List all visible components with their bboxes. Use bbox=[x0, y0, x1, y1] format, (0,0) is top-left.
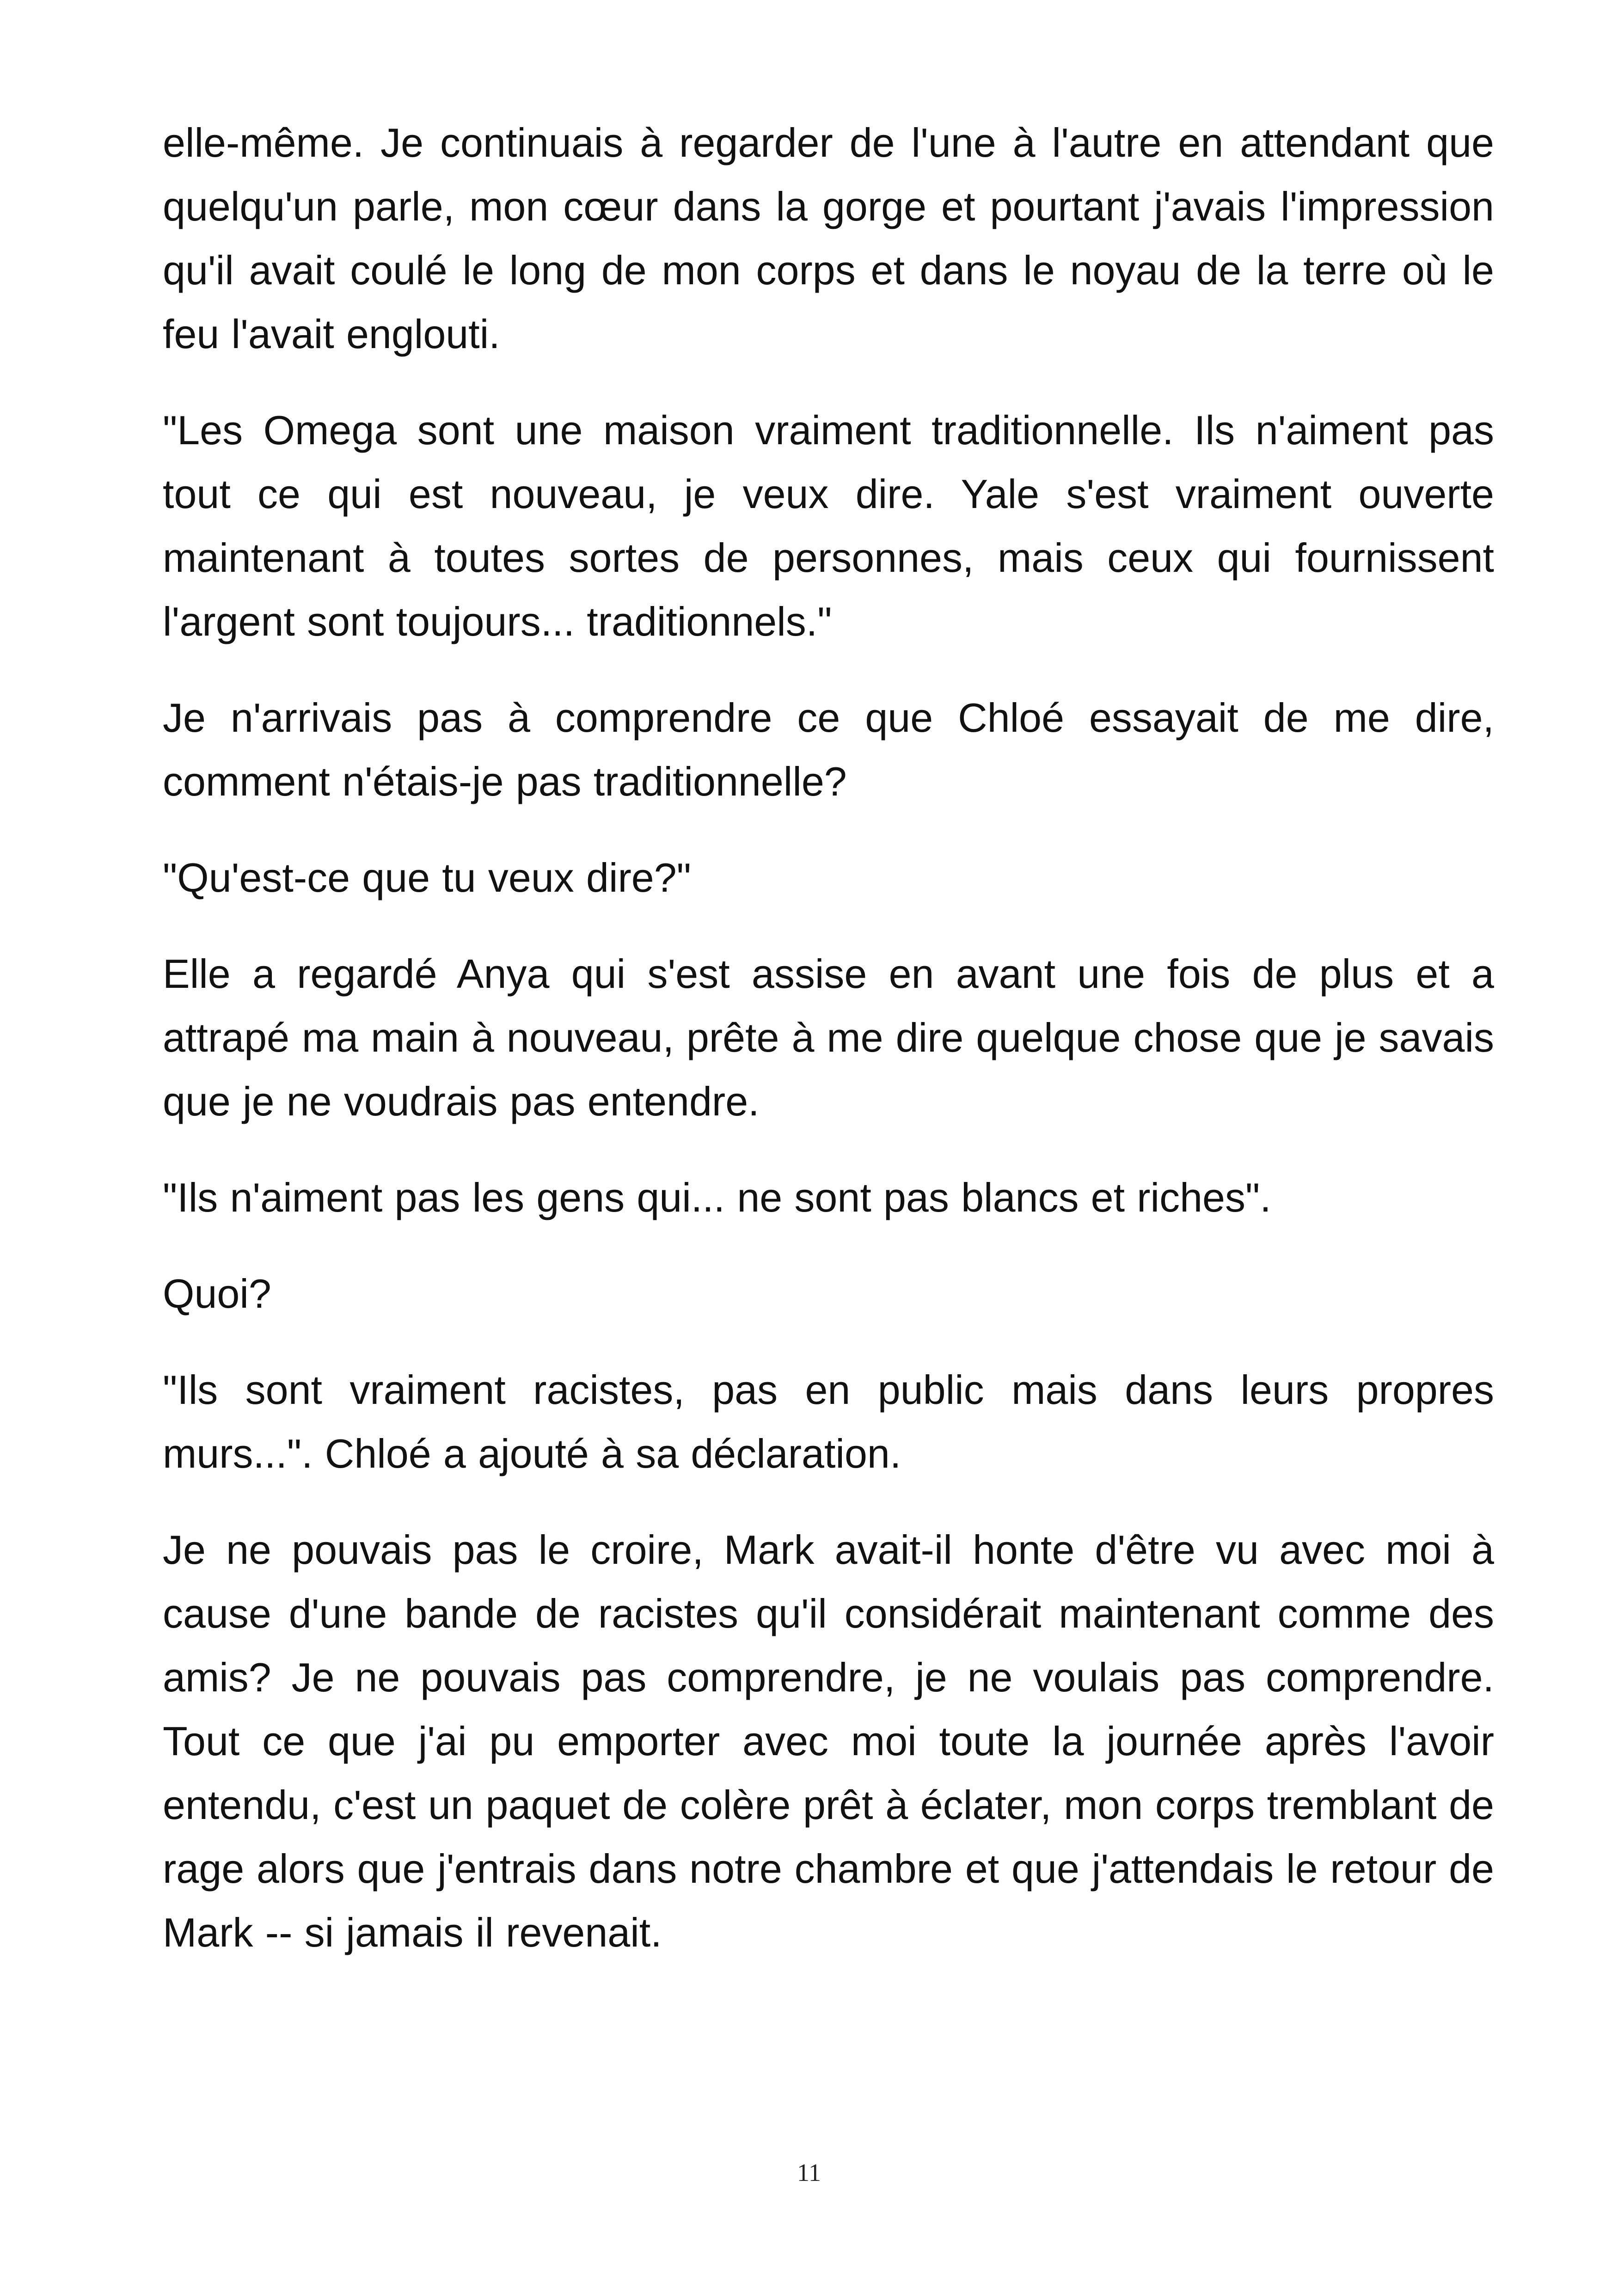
paragraph-2: "Les Omega sont une maison vraiment traditionnelle. Ils n'aiment pas tout ce qui est nouveau, je veux dire. Yale s'est vraiment ouverte maintenant à toutes sortes de personnes, mais ceux qui fournissent l'argent sont toujours... traditionnels." bbox=[163, 407, 1494, 644]
paragraph-4: "Qu'est-ce que tu veux dire?" bbox=[163, 855, 691, 900]
paragraph-3: Je n'arrivais pas à comprendre ce que Chloé essayait de me dire, comment n'étais-je pas traditionnelle? bbox=[163, 695, 1494, 804]
paragraph-1: elle-même. Je continuais à regarder de l'une à l'autre en attendant que quelqu'un parle, mon cœur dans la gorge et pourtant j'avais l'impression qu'il avait coulé le long de mon corps et dans le noyau de la terre où le feu l'avait englouti. bbox=[163, 120, 1494, 357]
paragraph-9: Je ne pouvais pas le croire, Mark avait-il honte d'être vu avec moi à cause d'une bande de racistes qu'il considérait maintenant comme des amis? Je ne pouvais pas comprendre, je ne voulais pas comprendre. Tout ce que j'ai pu emporter avec moi toute la journée après l'avoir entendu, c'est un paquet de colère prêt à éclater, mon corps tremblant de rage alors que j'entrais dans notre chambre et que j'attendais le retour de Mark -- si jamais il revenait. bbox=[163, 1527, 1494, 1955]
page-number: 11 bbox=[797, 2159, 821, 2186]
page-body bbox=[163, 111, 1494, 1997]
paragraph-7: Quoi? bbox=[163, 1271, 271, 1316]
paragraph-5: Elle a regardé Anya qui s'est assise en avant une fois de plus et a attrapé ma main à nouveau, prête à me dire quelque chose que je savais que je ne voudrais pas entendre. bbox=[163, 951, 1494, 1124]
paragraph-8: "Ils sont vraiment racistes, pas en public mais dans leurs propres murs...". Chloé a ajouté à sa déclaration. bbox=[163, 1367, 1494, 1476]
paragraph-6: "Ils n'aiment pas les gens qui... ne sont pas blancs et riches". bbox=[163, 1175, 1271, 1220]
